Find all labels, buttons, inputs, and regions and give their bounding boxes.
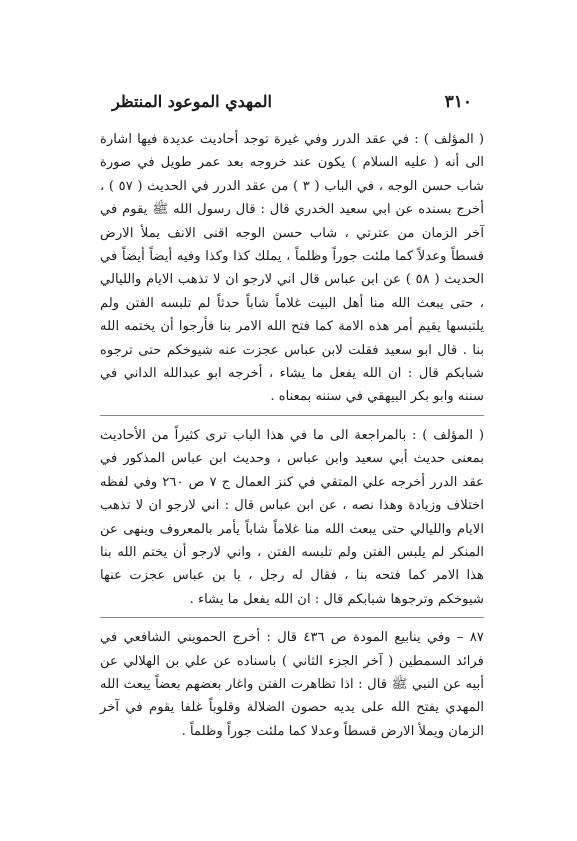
body-text <box>100 128 484 743</box>
paragraph-author-note-2: ( المؤلف ) : بالمراجعة الى ما في هذا الباب ترى كثيراً من الأحاديث بمعنى حديث أبي سعيد وابن عباس ، وحديث ابن عباس المذكور في عقد الدرر أخرجه علي المتقي في كنز العمال ج ٧ ص ٢٦٠ وفي لفظه اختلاف وزيادة وهذا نصه ، عن ابن عباس قال : اني لارجو ان لا تذهب الايام والليالي حتى يبعث الله منا غلاماً شاباً يأمر بالمعروف وينهى عن المنكر لم يلبس الفتن ولم تلبسه الفتن ، واني لارجو أن يختم الله بنا هذا الامر كما فتحه بنا ، فقال له رجل ، يا بن عباس عجزت عنها شيوخكم وترجوها شبابكم قال : ان الله يفعل ما يشاء . <box>100 427 484 607</box>
running-title: المهدي الموعود المنتظر <box>112 92 272 111</box>
page-number: ٣١٠ <box>444 92 472 112</box>
paragraph-hadith-87: ٨٧ – وفي ينابيع المودة ص ٤٣٦ قال : أخرج الحمويني الشافعي في فرائد السمطين ( آخر الجزء الثاني ) باسناده عن علي بن الهلالي عن أبيه عن النبي ﷺ قال : اذا تظاهرت الفتن واغار بعضهم بعضاً يبعث الله المهدي يفتح الله على يديه حصون الضلالة وقلوباً غلفا يقوم في آخر الزمان ويملأ الارض قسطاً وعدلا كما ملئت جوراً وظلماً . <box>100 630 484 739</box>
page-header <box>112 92 472 116</box>
separator-rule <box>100 415 484 416</box>
paragraph-author-note-1: ( المؤلف ) : في عقد الدرر وفي غيرة توجد أحاديث عديدة فيها اشارة الى أنه ( عليه السلام ) يكون عند خروجه بعد عمر طويل في صورة شاب حسن الوجه ، في الباب ( ٣ ) من عقد الدرر في الحديث ( ٥٧ ) ، أخرج بسنده عن ابي سعيد الخدري قال : قال رسول الله ﷺ يقوم في آخر الزمان من عترتي ، شاب حسن الوجه اقنى الانف يملأ الارض قسطاً وعدلاً كما ملئت جوراً وظلماً ، يملك كذا وكذا وفيه أيضاً أيضاً في الحديث ( ٥٨ ) عن ابن عباس قال اني لارجو ان لا تذهب الايام والليالي ، حتى يبعث الله منا أهل البيت غلاماً شاباً حدثاً لم تلبسه الفتن ولم يلتبسها يقيم أمر هذه الامة كما فتح الله الامر بنا فأرجوا أن يختمه الله بنا . قال ابو سعيد فقلت لابن عباس عجزت عنه شيوخكم حتى ترجوه شبابكم قال : ان الله يفعل ما يشاء ، أخرجه ابو عبدالله الداني في سننه وابو بكر البيهقي في سننه بمعناه . <box>100 132 485 405</box>
separator-rule <box>100 617 484 618</box>
